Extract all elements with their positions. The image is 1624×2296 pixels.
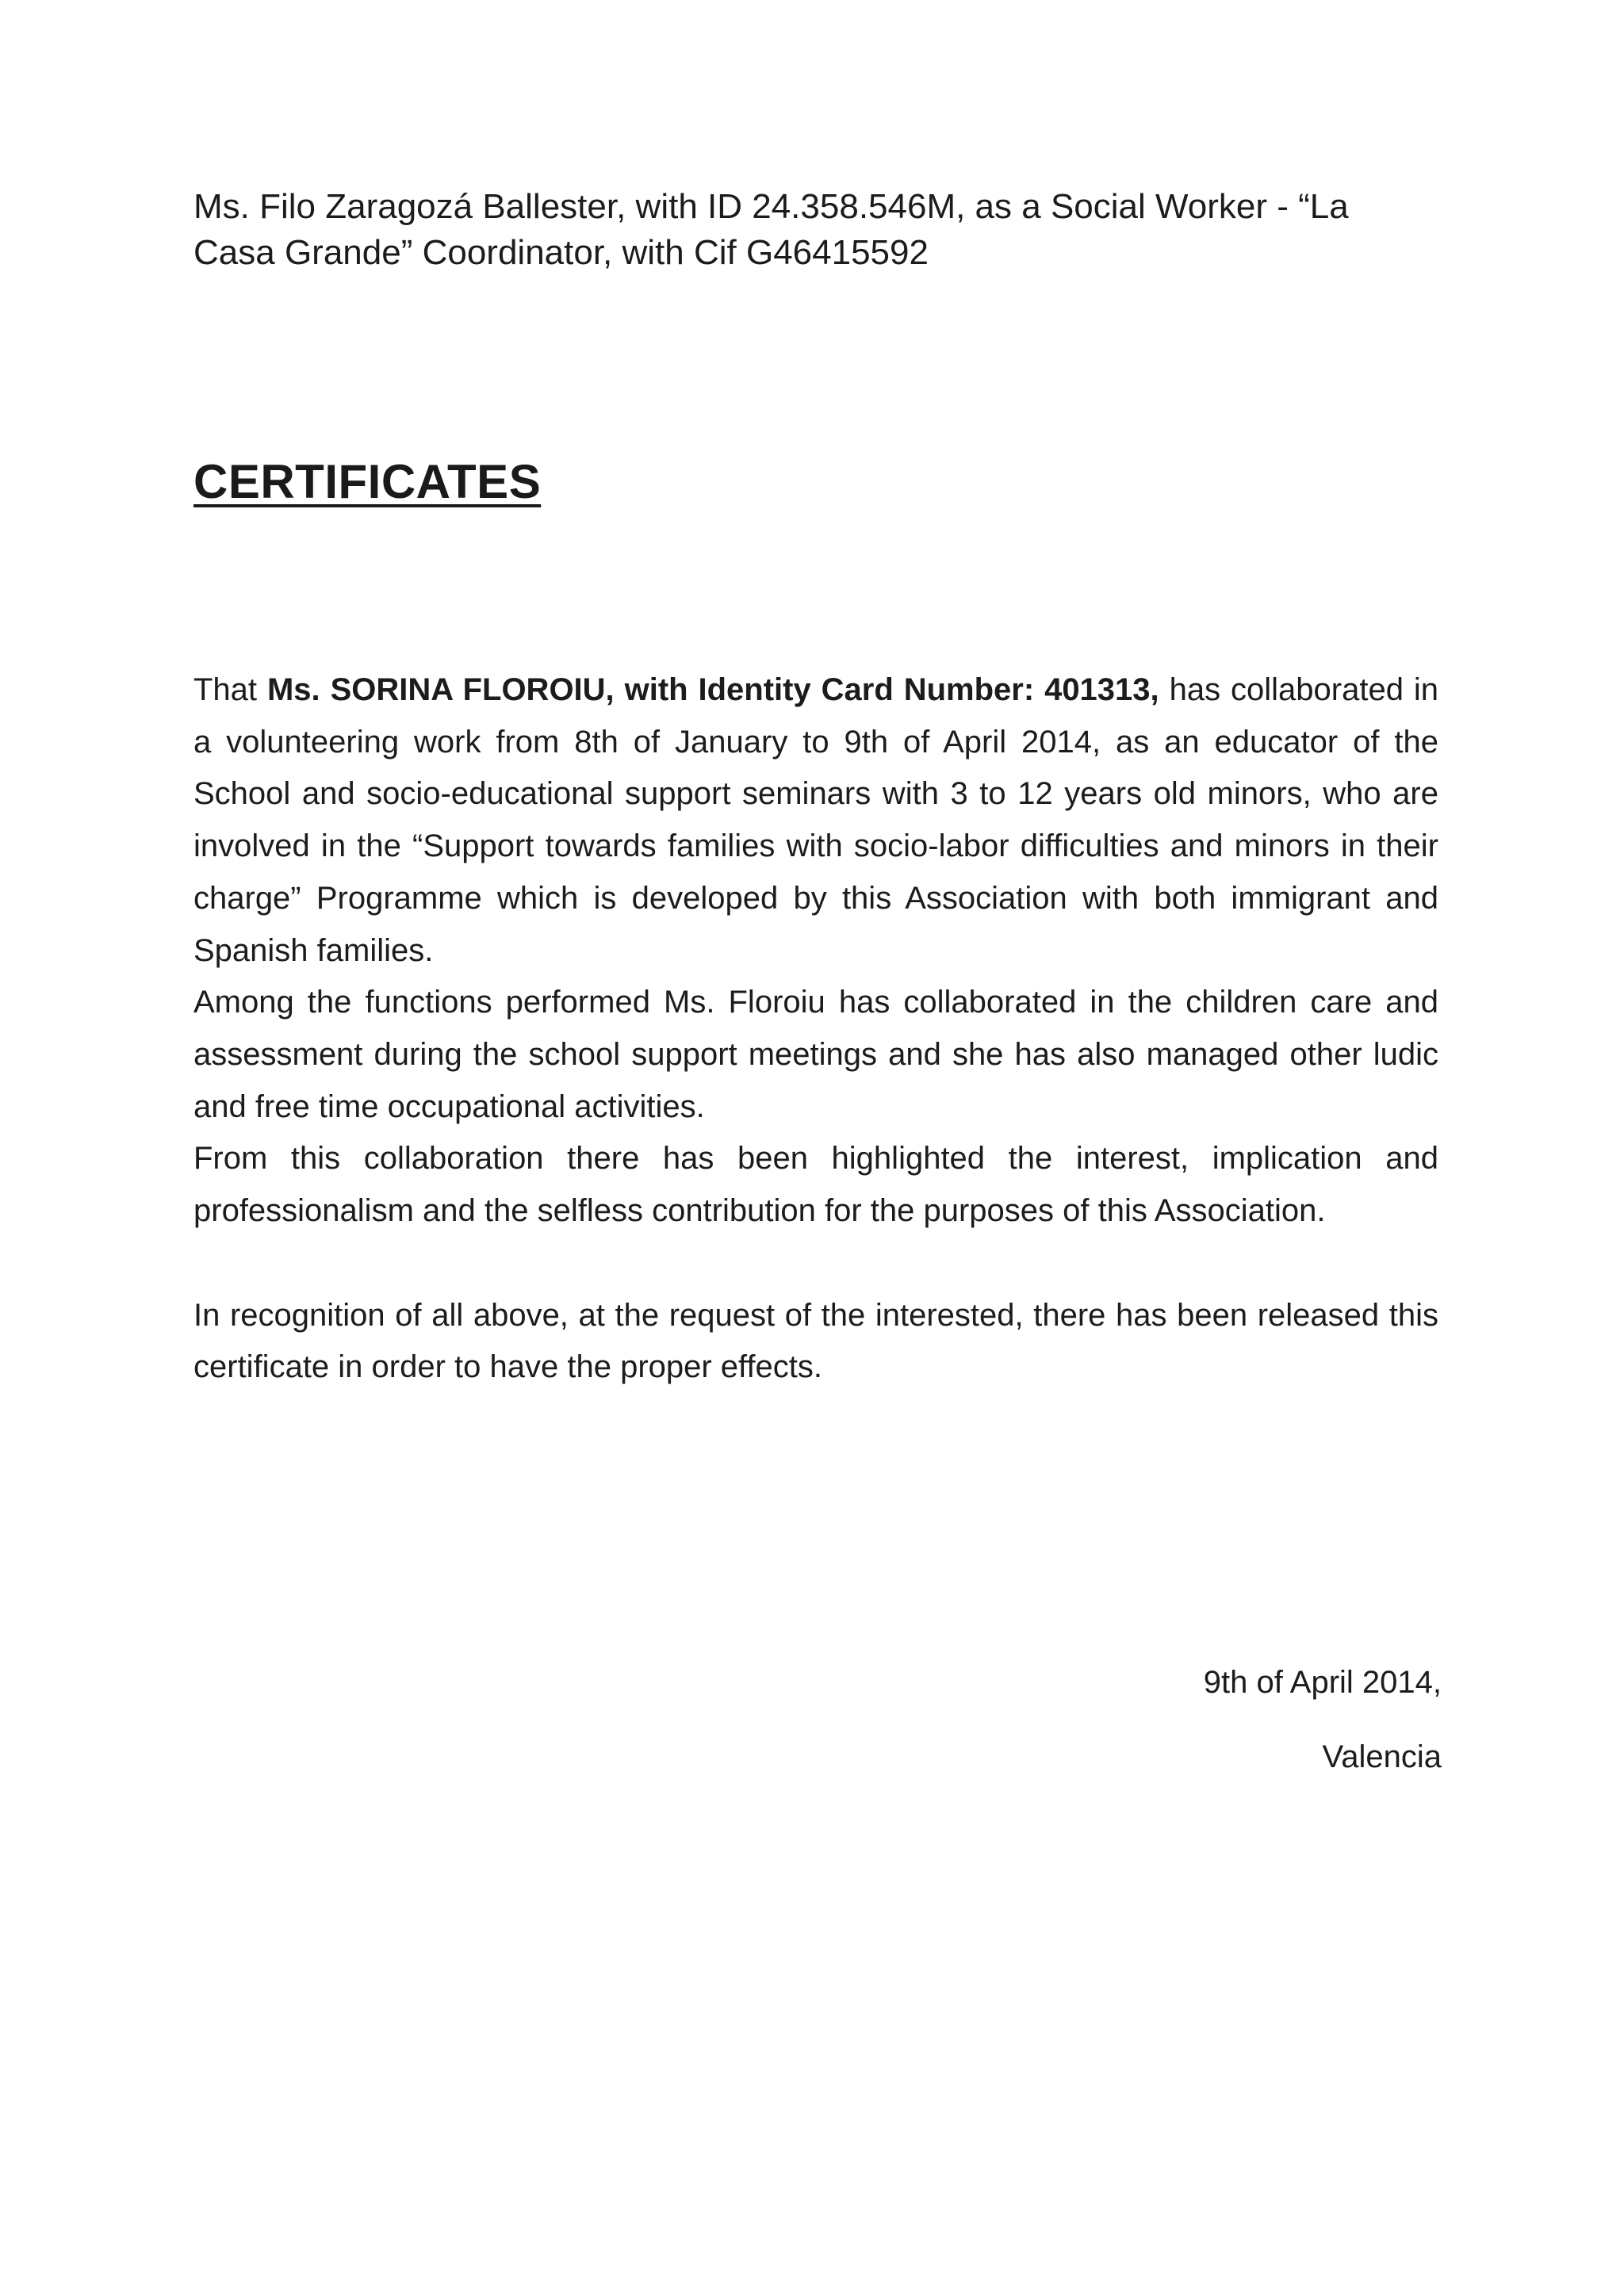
issuer-line-2: Casa Grande” Coordinator, with Cif G46415592 — [193, 233, 929, 272]
document-title: CERTIFICATES — [193, 455, 542, 508]
issuer-line-1: Ms. Filo Zaragozá Ballester, with ID 24.358.546M, as a Social Worker - “La — [193, 187, 1349, 226]
paragraph-highlights: From this collaboration there has been highlighted the interest, implication and professionalism and the selfless contribution for the purposes of this Association. — [193, 1141, 1438, 1229]
paragraph-functions: Among the functions performed Ms. Floroiu has collaborated in the children care and assessment during the school support meetings and she has also managed other ludic and free time occupational activities. — [193, 985, 1438, 1124]
certificate-body — [193, 664, 1438, 1394]
paragraph-intro: That — [193, 672, 258, 707]
volunteer-identity: Ms. SORINA FLOROIU, with Identity Card Number: 401313, — [266, 672, 1159, 707]
signature-block — [1204, 1645, 1442, 1794]
signature-date: 9th of April 2014, — [1203, 1665, 1442, 1700]
paragraph-certification — [193, 664, 1438, 977]
paragraph-recognition: In recognition of all above, at the request of the interested, there has been released this certificate in order to have the proper effects. — [193, 1297, 1438, 1385]
paragraph-certification-text: has collaborated in a volunteering work from 8th of January to 9th of April 2014, as an educator of the School and socio-educational support seminars with 3 to 12 years old minors, who are involved in the “Support towards families with socio-labor difficulties and minors in their charge” Programme which is developed by this Association with both immigrant and Spanish families. — [193, 672, 1438, 968]
signature-place: Valencia — [1322, 1739, 1442, 1774]
issuer-header — [193, 184, 1446, 276]
